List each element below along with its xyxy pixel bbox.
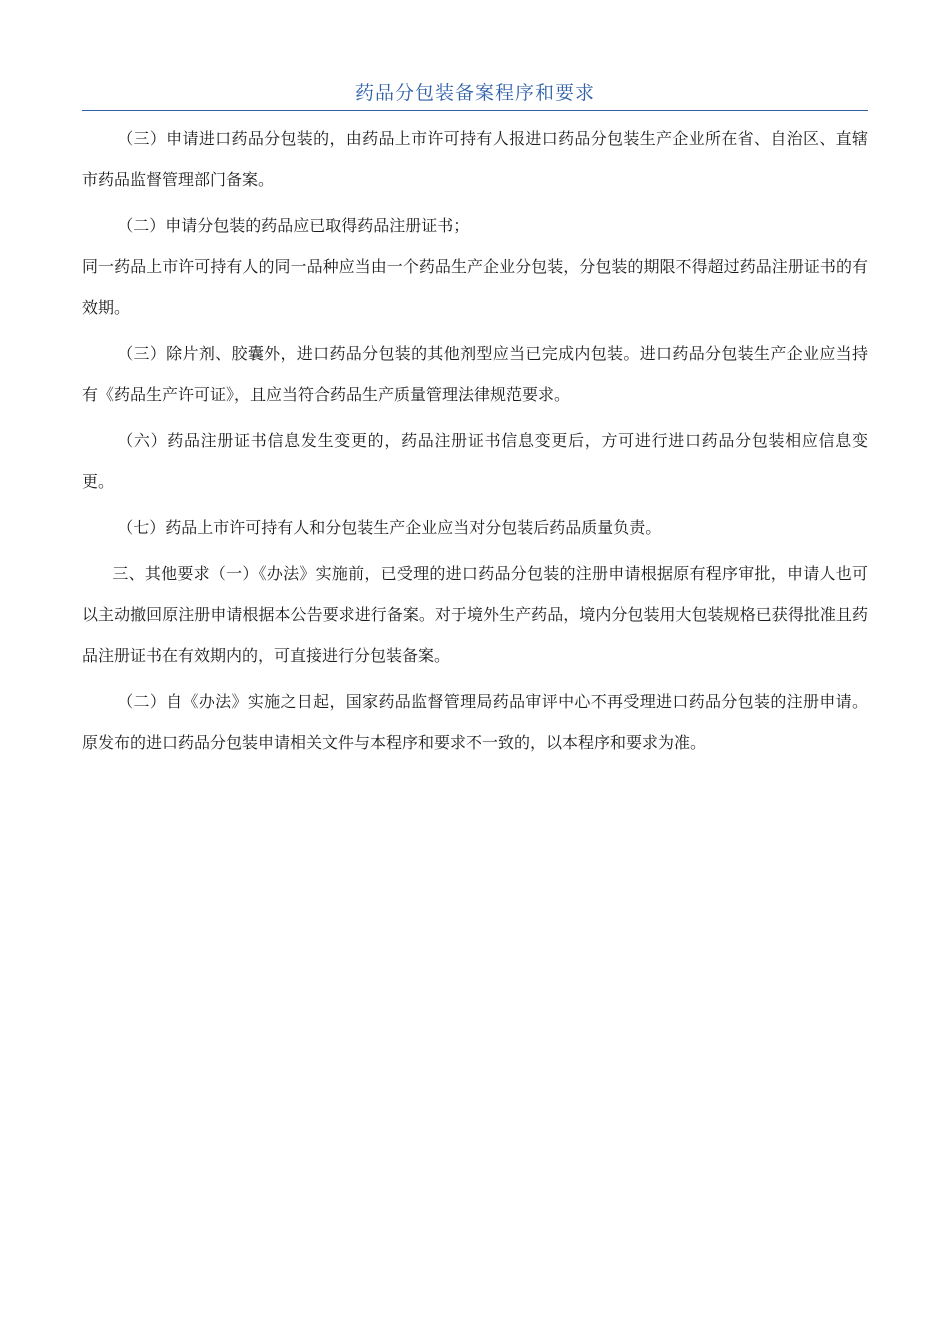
document-body (82, 118, 868, 763)
page-header (82, 78, 868, 111)
paragraph-8: （二）自《办法》实施之日起，国家药品监督管理局药品审评中心不再受理进口药品分包装的注册申请。原发布的进口药品分包装申请相关文件与本程序和要求不一致的，以本程序和要求为准。 (82, 692, 868, 752)
paragraph-1: （三）申请进口药品分包装的，由药品上市许可持有人报进口药品分包装生产企业所在省、自治区、直辖市药品监督管理部门备案。 (82, 129, 868, 189)
paragraph-4: （三）除片剂、胶囊外，进口药品分包装的其他剂型应当已完成内包装。进口药品分包装生产企业应当持有《药品生产许可证》，且应当符合药品生产质量管理法律规范要求。 (82, 344, 868, 404)
paragraph-5: （六）药品注册证书信息发生变更的，药品注册证书信息变更后，方可进行进口药品分包装相应信息变更。 (82, 431, 868, 491)
paragraph-3: 同一药品上市许可持有人的同一品种应当由一个药品生产企业分包装，分包装的期限不得超过药品注册证书的有效期。 (82, 257, 868, 317)
paragraph-7: 三、其他要求（一）《办法》实施前，已受理的进口药品分包装的注册申请根据原有程序审批，申请人也可以主动撤回原注册申请根据本公告要求进行备案。对于境外生产药品，境内分包装用大包装规格已获得批准且药品注册证书在有效期内的，可直接进行分包装备案。 (82, 564, 868, 665)
page-title: 药品分包装备案程序和要求 (354, 82, 595, 104)
paragraph-6: （七）药品上市许可持有人和分包装生产企业应当对分包装后药品质量负责。 (117, 518, 662, 537)
paragraph-2: （二）申请分包装的药品应已取得药品注册证书； (117, 216, 470, 235)
